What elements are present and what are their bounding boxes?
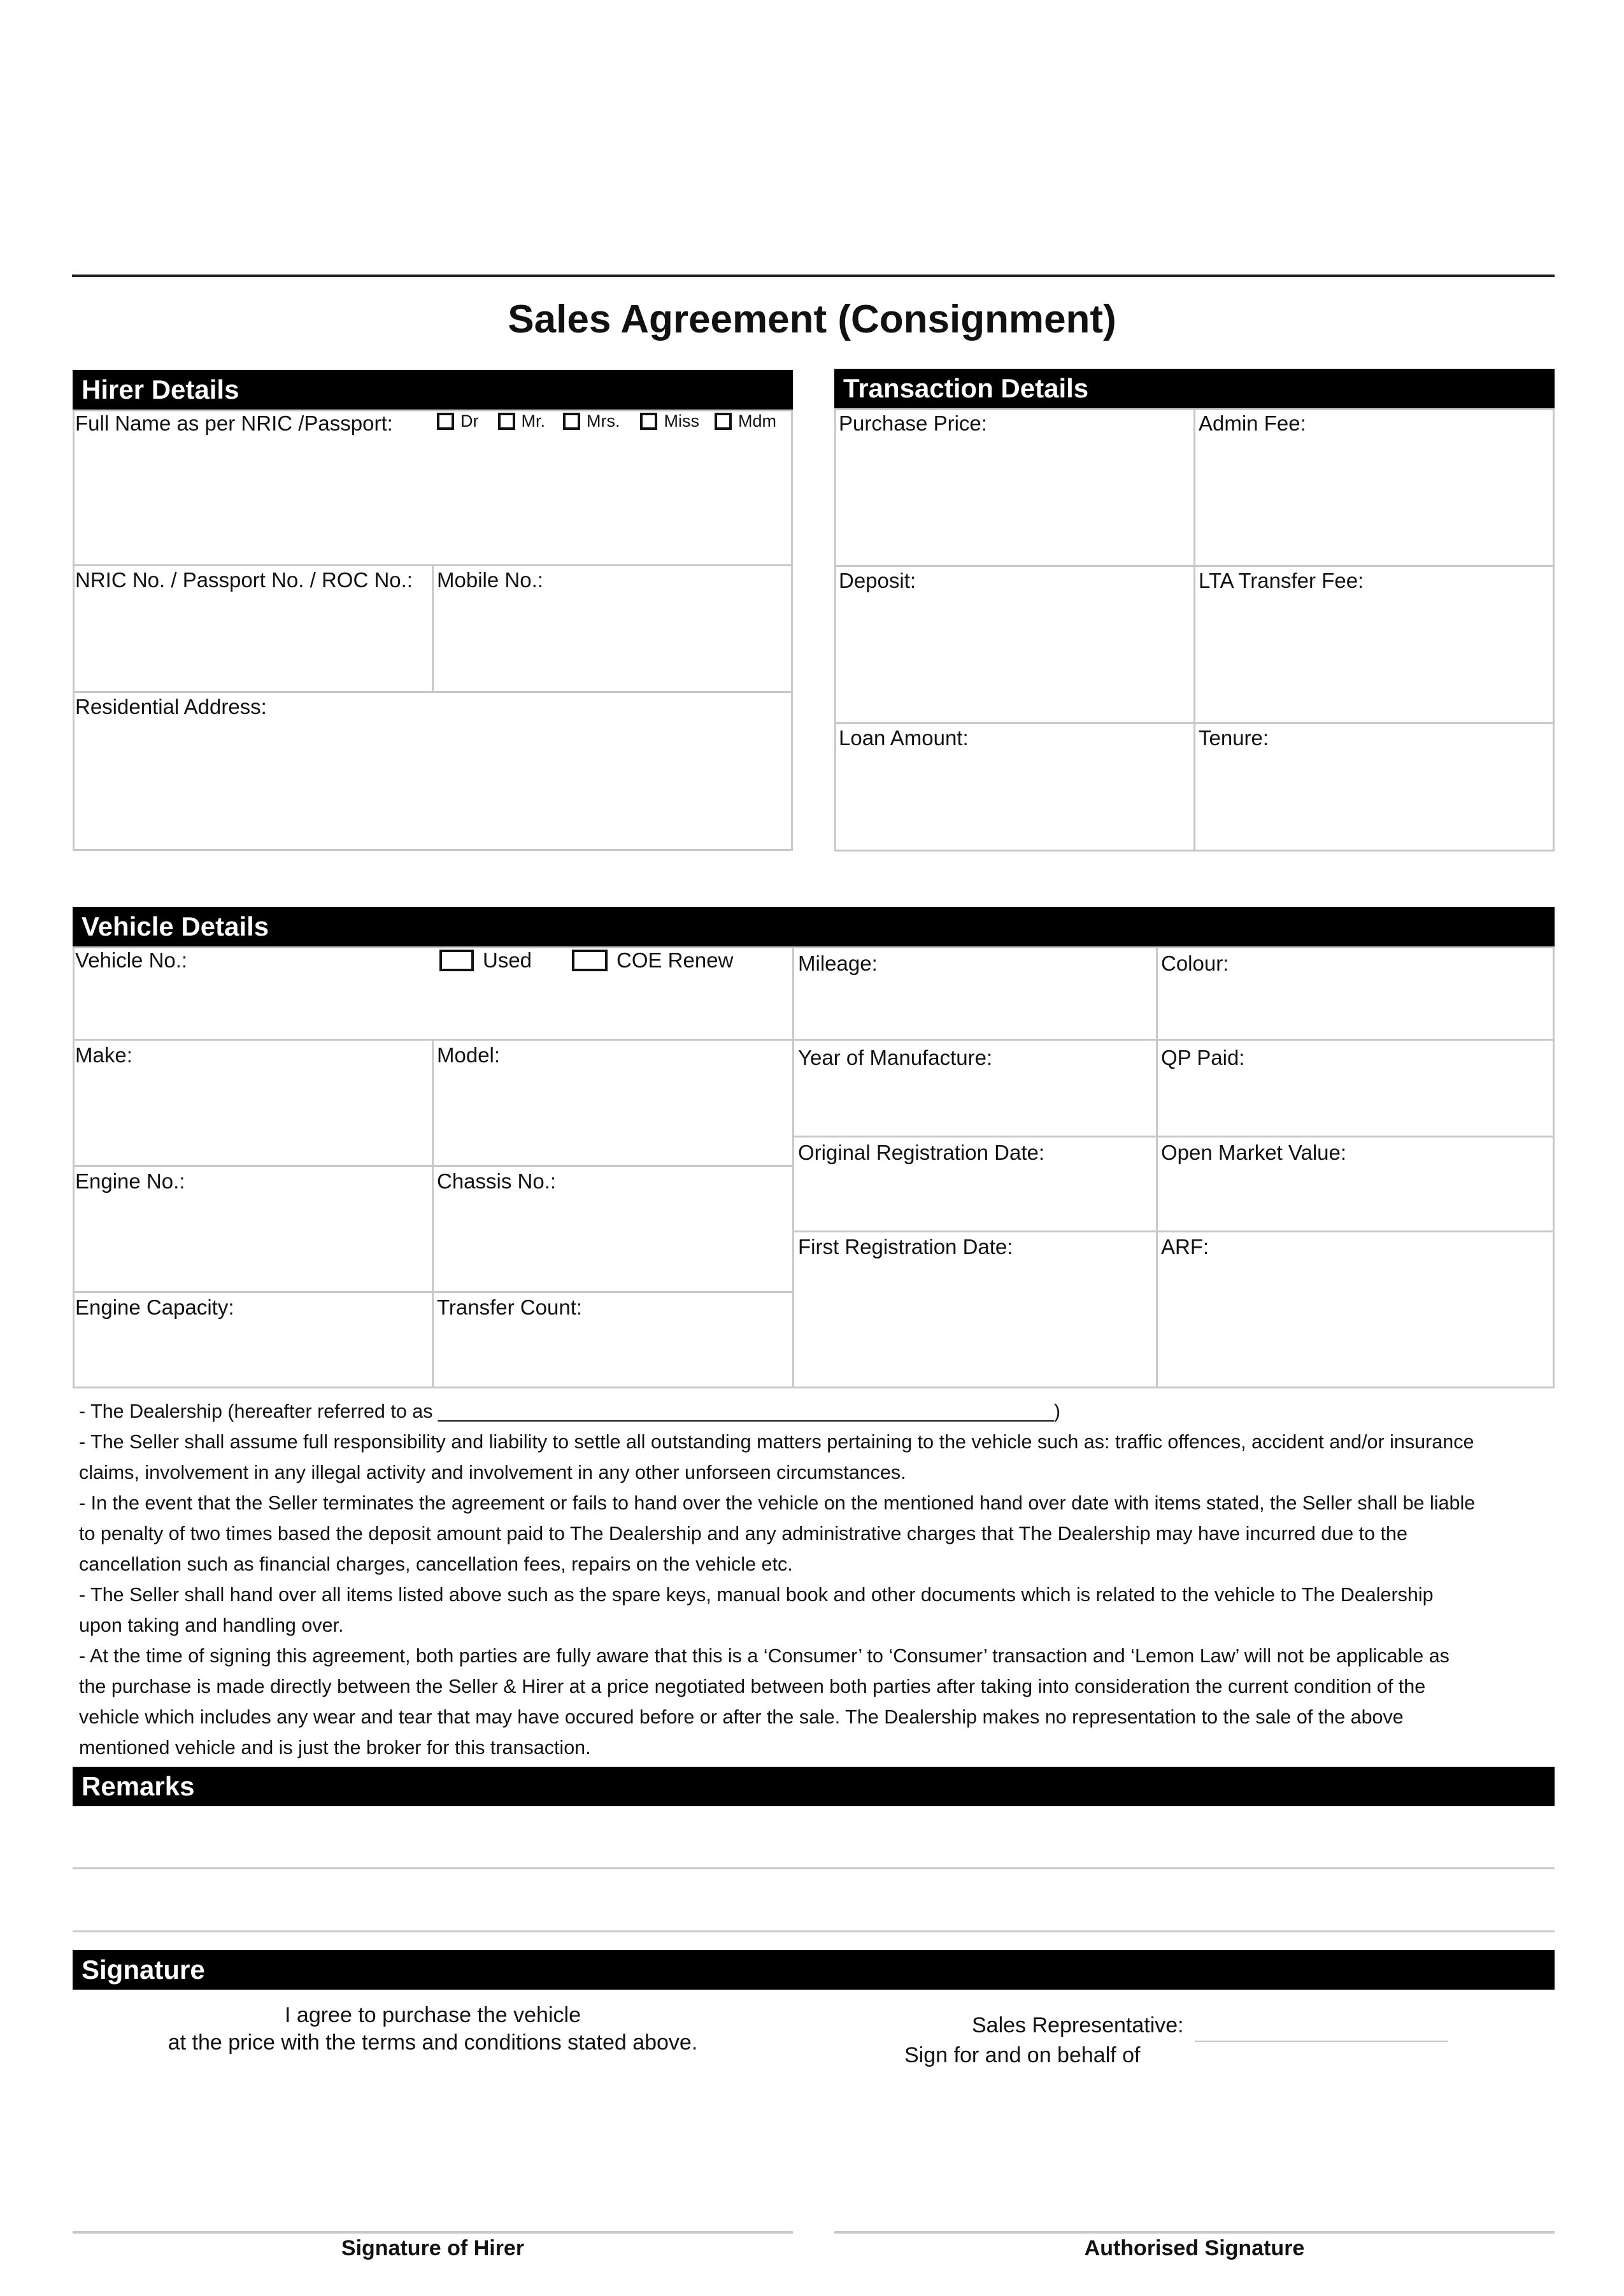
terms-line: the purchase is made directly between the Seller & Hirer at a price negotiated between both parties after taking into consideration the current condition of the bbox=[79, 1676, 1426, 1697]
purchase-price-label: Purchase Price: bbox=[839, 411, 987, 435]
terms-line: upon taking and handling over. bbox=[79, 1615, 344, 1636]
salutation-dr-label: Dr bbox=[460, 411, 479, 431]
salutation-dr-option[interactable] bbox=[437, 411, 498, 431]
checkbox-icon[interactable] bbox=[563, 413, 580, 430]
vehicle-no-label: Vehicle No.: bbox=[75, 948, 188, 972]
chassis-no-label: Chassis No.: bbox=[437, 1169, 557, 1193]
year-of-manufacture-label: Year of Manufacture: bbox=[798, 1046, 993, 1069]
admin-fee-field[interactable] bbox=[1197, 439, 1553, 564]
mobile-field[interactable] bbox=[436, 595, 791, 690]
engine-no-label: Engine No.: bbox=[75, 1169, 185, 1193]
salutation-mdm-option[interactable] bbox=[715, 411, 776, 431]
first-registration-field[interactable] bbox=[796, 1263, 1155, 1387]
colour-label: Colour: bbox=[1161, 952, 1229, 975]
checkbox-icon[interactable] bbox=[640, 413, 657, 430]
open-market-value-field[interactable] bbox=[1160, 1168, 1553, 1229]
hirer-signature-field[interactable] bbox=[73, 2076, 793, 2229]
make-field[interactable] bbox=[75, 1071, 430, 1164]
engine-no-field[interactable] bbox=[75, 1197, 430, 1290]
salutation-miss-option[interactable] bbox=[640, 411, 715, 431]
make-label: Make: bbox=[75, 1043, 132, 1067]
transfer-count-label: Transfer Count: bbox=[437, 1295, 583, 1319]
vehicle-divider bbox=[792, 1039, 1555, 1041]
signature-heading: Signature bbox=[73, 1950, 1555, 1990]
sales-representative-field[interactable] bbox=[1195, 2006, 1448, 2041]
sales-representative-label: Sales Representative: bbox=[972, 2013, 1184, 2037]
address-label: Residential Address: bbox=[75, 695, 267, 718]
lta-fee-label: LTA Transfer Fee: bbox=[1199, 569, 1364, 592]
terms-and-conditions bbox=[79, 1396, 1475, 1763]
vehicle-details-heading: Vehicle Details bbox=[73, 907, 1555, 946]
sign-on-behalf-label: Sign for and on behalf of bbox=[904, 2043, 1141, 2067]
purchase-price-field[interactable] bbox=[836, 439, 1192, 564]
admin-fee-label: Admin Fee: bbox=[1199, 411, 1306, 435]
salutation-mdm-label: Mdm bbox=[737, 411, 776, 431]
vehicle-divider bbox=[432, 1039, 434, 1388]
qp-paid-field[interactable] bbox=[1160, 1074, 1553, 1134]
terms-line: to penalty of two times based the deposit amount paid to The Dealership and any administrative charges that The Dealership may have incurred due to the bbox=[79, 1523, 1407, 1544]
mileage-field[interactable] bbox=[796, 980, 1155, 1037]
checkbox-icon[interactable] bbox=[715, 413, 732, 430]
address-field[interactable] bbox=[75, 722, 791, 848]
nric-field[interactable] bbox=[75, 595, 430, 690]
original-registration-label: Original Registration Date: bbox=[798, 1141, 1045, 1164]
year-of-manufacture-field[interactable] bbox=[796, 1074, 1155, 1134]
arf-label: ARF: bbox=[1161, 1235, 1209, 1259]
hirer-signature-line bbox=[73, 2231, 793, 2234]
hirer-agreement-line1: I agree to purchase the vehicle bbox=[285, 2003, 581, 2027]
original-registration-field[interactable] bbox=[796, 1168, 1155, 1229]
nric-label: NRIC No. / Passport No. / ROC No.: bbox=[75, 568, 413, 592]
mileage-label: Mileage: bbox=[798, 952, 878, 975]
header-rule bbox=[72, 275, 1555, 277]
vehicle-no-field[interactable] bbox=[75, 976, 431, 1037]
open-market-value-label: Open Market Value: bbox=[1161, 1141, 1347, 1164]
signature-of-hirer-caption: Signature of Hirer bbox=[341, 2236, 525, 2260]
terms-line: claims, involvement in any illegal activity and involvement in any other unforseen circumstances. bbox=[79, 1462, 906, 1483]
coe-renew-label: COE Renew bbox=[616, 948, 734, 972]
transaction-details-heading: Transaction Details bbox=[834, 369, 1555, 408]
transaction-divider bbox=[1193, 408, 1195, 852]
authorised-signature-field[interactable] bbox=[834, 2076, 1555, 2229]
tenure-field[interactable] bbox=[1197, 753, 1553, 849]
salutation-mrs-label: Mrs. bbox=[587, 411, 620, 431]
salutation-miss-label: Miss bbox=[664, 411, 699, 431]
terms-line: - The Dealership (hereafter referred to as _________________________________________________________) bbox=[79, 1401, 1060, 1422]
engine-capacity-label: Engine Capacity: bbox=[75, 1295, 234, 1319]
loan-amount-field[interactable] bbox=[836, 753, 1192, 849]
transaction-divider bbox=[834, 722, 1555, 724]
salutation-mrs-option[interactable] bbox=[563, 411, 640, 431]
lta-fee-field[interactable] bbox=[1197, 596, 1553, 720]
loan-amount-label: Loan Amount: bbox=[839, 726, 969, 750]
terms-line: - The Seller shall hand over all items listed above such as the spare keys, manual book and other documents which is related to the vehicle to The Dealership bbox=[79, 1584, 1434, 1606]
authorised-signature-caption: Authorised Signature bbox=[1084, 2236, 1305, 2260]
hirer-divider bbox=[432, 564, 434, 693]
vehicle-divider bbox=[73, 1291, 793, 1293]
used-option[interactable] bbox=[439, 948, 532, 973]
checkbox-icon[interactable] bbox=[498, 413, 515, 430]
sales-representative-line bbox=[1195, 2041, 1448, 2042]
coe-renew-option[interactable] bbox=[572, 948, 733, 973]
tenure-label: Tenure: bbox=[1199, 726, 1269, 750]
chassis-no-field[interactable] bbox=[436, 1197, 791, 1290]
checkbox-icon[interactable] bbox=[439, 950, 474, 971]
used-label: Used bbox=[483, 948, 532, 972]
model-label: Model: bbox=[437, 1043, 501, 1067]
terms-line: - In the event that the Seller terminates the agreement or fails to hand over the vehicle on the mentioned hand over date with items stated, the Seller shall be liable bbox=[79, 1492, 1476, 1514]
checkbox-icon[interactable] bbox=[437, 413, 454, 430]
transfer-count-field[interactable] bbox=[436, 1323, 791, 1387]
deposit-label: Deposit: bbox=[839, 569, 916, 592]
terms-line: vehicle which includes any wear and tear that may have occured before or after the sale. The Dealership makes no representation to the sale of the above bbox=[79, 1706, 1404, 1728]
remarks-line bbox=[73, 1930, 1555, 1932]
arf-field[interactable] bbox=[1160, 1263, 1553, 1387]
vehicle-divider bbox=[1156, 946, 1158, 1388]
page-title: Sales Agreement (Consignment) bbox=[508, 297, 1116, 341]
remarks-heading: Remarks bbox=[73, 1767, 1555, 1806]
authorised-signature-line bbox=[834, 2231, 1555, 2234]
transaction-divider bbox=[834, 565, 1555, 567]
terms-line: cancellation such as financial charges, cancellation fees, repairs on the vehicle etc. bbox=[79, 1553, 793, 1575]
terms-line: - At the time of signing this agreement, both parties are fully aware that this is a ‘Consumer’ to ‘Consumer’ transaction and ‘Lemon Law’ will not be applicable as bbox=[79, 1645, 1449, 1667]
terms-line: - The Seller shall assume full responsibility and liability to settle all outstanding matters pertaining to the vehicle such as: traffic offences, accident and/or insurance bbox=[79, 1431, 1474, 1453]
terms-line: mentioned vehicle and is just the broker for this transaction. bbox=[79, 1737, 591, 1758]
model-field[interactable] bbox=[436, 1071, 791, 1164]
salutation-mr-option[interactable] bbox=[498, 411, 564, 431]
deposit-field[interactable] bbox=[836, 596, 1192, 720]
qp-paid-label: QP Paid: bbox=[1161, 1046, 1245, 1069]
vehicle-divider bbox=[73, 1039, 793, 1041]
hirer-agreement-line2: at the price with the terms and conditions stated above. bbox=[167, 2030, 698, 2055]
remarks-line bbox=[73, 1867, 1555, 1869]
engine-capacity-field[interactable] bbox=[75, 1323, 430, 1387]
salutation-options bbox=[437, 411, 776, 431]
colour-field[interactable] bbox=[1160, 980, 1553, 1037]
checkbox-icon[interactable] bbox=[572, 950, 608, 971]
salutation-mr-label: Mr. bbox=[521, 411, 545, 431]
full-name-label: Full Name as per NRIC /Passport: bbox=[75, 411, 393, 435]
vehicle-divider bbox=[792, 946, 794, 1388]
first-registration-label: First Registration Date: bbox=[798, 1235, 1013, 1259]
vehicle-divider bbox=[792, 1230, 1555, 1232]
hirer-details-heading: Hirer Details bbox=[73, 370, 793, 410]
vehicle-divider bbox=[792, 1136, 1555, 1137]
full-name-field[interactable] bbox=[75, 439, 791, 563]
mobile-label: Mobile No.: bbox=[437, 568, 543, 592]
vehicle-divider bbox=[73, 1165, 793, 1167]
